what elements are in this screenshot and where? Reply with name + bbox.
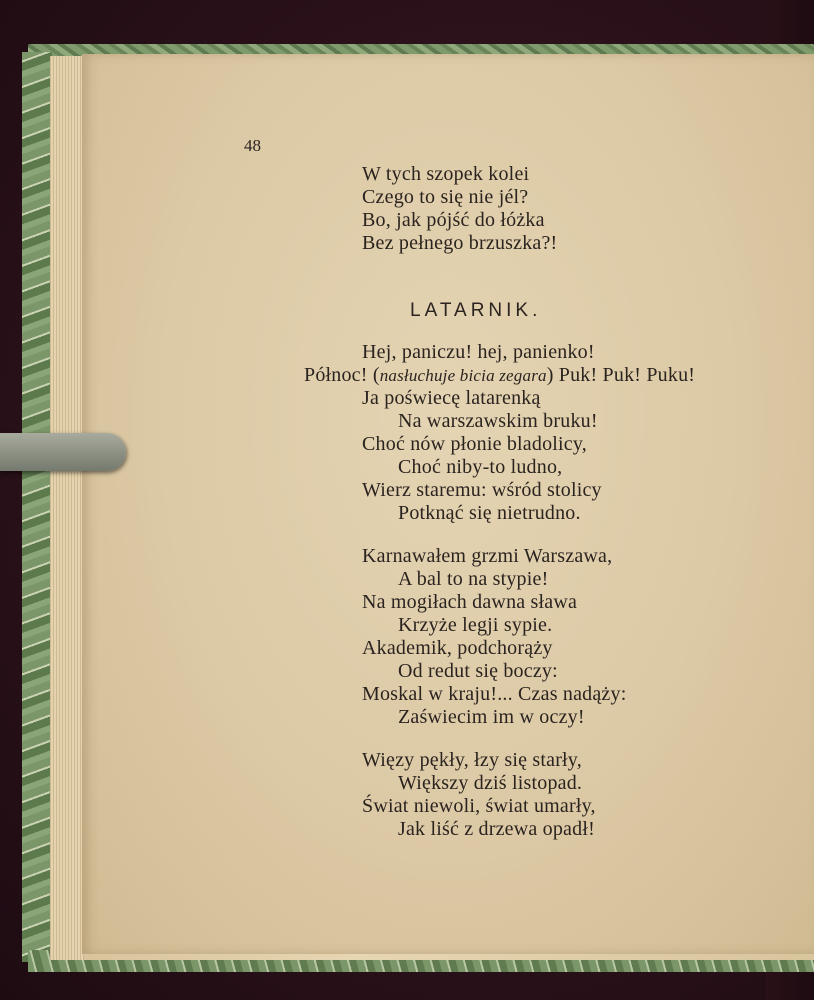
verse-line: Czego to się nie jél? bbox=[362, 186, 529, 208]
bookmark-ribbon[interactable] bbox=[0, 433, 126, 471]
verse-line: Bez pełnego brzuszka?! bbox=[362, 232, 558, 254]
verse-line: Na mogiłach dawna sława bbox=[362, 591, 578, 613]
verse-line: Większy dziś listopad. bbox=[398, 772, 583, 794]
verse-text: Północ! ( bbox=[304, 364, 380, 386]
verse-line: Od redut się boczy: bbox=[398, 660, 558, 682]
verse-line: W tych szopek kolei bbox=[362, 163, 530, 185]
verse-line: Hej, paniczu! hej, panienko! bbox=[362, 341, 595, 363]
verse-text: ) Puk! Puk! Puku! bbox=[546, 364, 696, 386]
verse-line: Więzy pękły, łzy się starły, bbox=[362, 749, 582, 771]
verse-line: Ja poświecę latarenką bbox=[362, 387, 541, 409]
verse-line: Świat niewoli, świat umarły, bbox=[362, 795, 596, 817]
verse-line: Karnawałem grzmi Warszawa, bbox=[362, 545, 613, 567]
stage-direction: nasłuchuje bicia zegara bbox=[379, 366, 547, 385]
verse-line: Wierz staremu: wśród stolicy bbox=[362, 479, 602, 501]
verse-line: Akademik, podchorąży bbox=[362, 637, 553, 659]
poem-title: LATARNIK. bbox=[410, 300, 542, 321]
verse-line: Potknąć się nietrudno. bbox=[398, 502, 581, 524]
page-number: 48 bbox=[244, 136, 261, 155]
verse-line: Choć niby-to ludno, bbox=[398, 456, 563, 478]
verse-line: Krzyże legji sypie. bbox=[398, 614, 553, 636]
verse-line: Na warszawskim bruku! bbox=[398, 410, 598, 432]
verse-line: Jak liść z drzewa opadł! bbox=[398, 818, 595, 840]
verse-line: A bal to na stypie! bbox=[398, 568, 549, 590]
verse-line: Zaświecim im w oczy! bbox=[398, 706, 585, 728]
verse-line: Moskal w kraju!... Czas nadąży: bbox=[362, 683, 627, 705]
verse-line: Choć nów płonie bladolicy, bbox=[362, 433, 587, 455]
book-cover-marbled-left bbox=[22, 52, 52, 962]
verse-line-polnoc bbox=[304, 364, 695, 387]
verse-line: Bo, jak pójść do łóżka bbox=[362, 209, 545, 231]
page-stack-edges bbox=[50, 56, 84, 960]
